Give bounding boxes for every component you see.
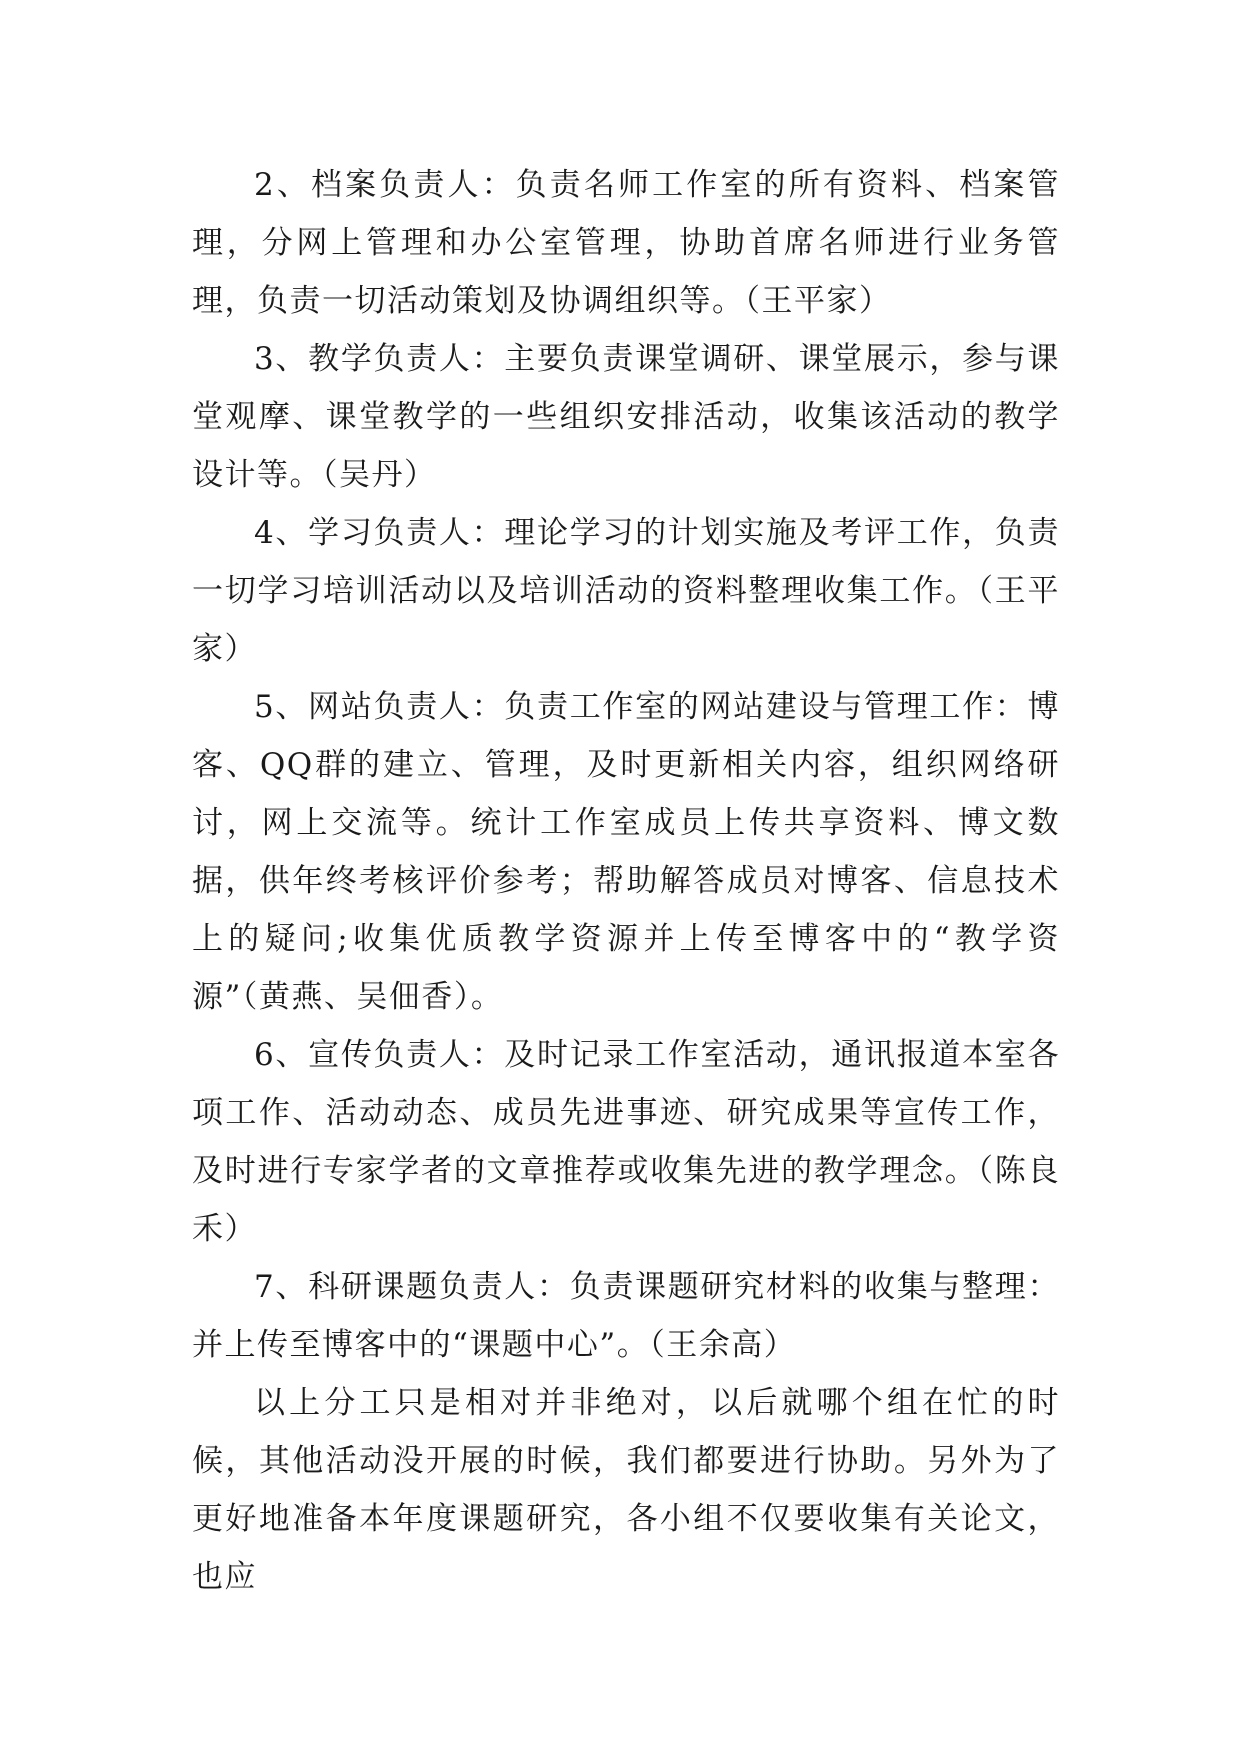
paragraph-archive-lead: 2、档案负责人：负责名师工作室的所有资料、档案管理，分网上管理和办公室管理，协助首席名师进行业务管理，负责一切活动策划及协调组织等。（王平家） bbox=[192, 167, 1060, 319]
paragraph-teaching-lead: 3、教学负责人：主要负责课堂调研、课堂展示，参与课堂观摩、课堂教学的一些组织安排活动，收集该活动的教学设计等。（吴丹） bbox=[192, 341, 1060, 493]
document-body bbox=[192, 156, 1060, 1606]
paragraph-summary: 以上分工只是相对并非绝对，以后就哪个组在忙的时候，其他活动没开展的时候，我们都要进行协助。另外为了更好地准备本年度课题研究，各小组不仅要收集有关论文，也应 bbox=[192, 1385, 1060, 1595]
paragraph-research-lead: 7、科研课题负责人：负责课题研究材料的收集与整理：并上传至博客中的“课题中心”。（王余高） bbox=[192, 1269, 1060, 1363]
paragraph-publicity-lead: 6、宣传负责人：及时记录工作室活动，通讯报道本室各项工作、活动动态、成员先进事迹、研究成果等宣传工作，及时进行专家学者的文章推荐或收集先进的教学理念。（陈良禾） bbox=[192, 1037, 1060, 1247]
paragraph-website-lead: 5、网站负责人：负责工作室的网站建设与管理工作：博客、QQ群的建立、管理，及时更新相关内容，组织网络研讨，网上交流等。统计工作室成员上传共享资料、博文数据，供年终考核评价参考；帮助解答成员对博客、信息技术上的疑问;收集优质教学资源并上传至博客中的“教学资源”（黄燕、吴佃香）。 bbox=[192, 689, 1060, 1015]
paragraph-study-lead: 4、学习负责人：理论学习的计划实施及考评工作，负责一切学习培训活动以及培训活动的资料整理收集工作。（王平家） bbox=[192, 515, 1060, 667]
